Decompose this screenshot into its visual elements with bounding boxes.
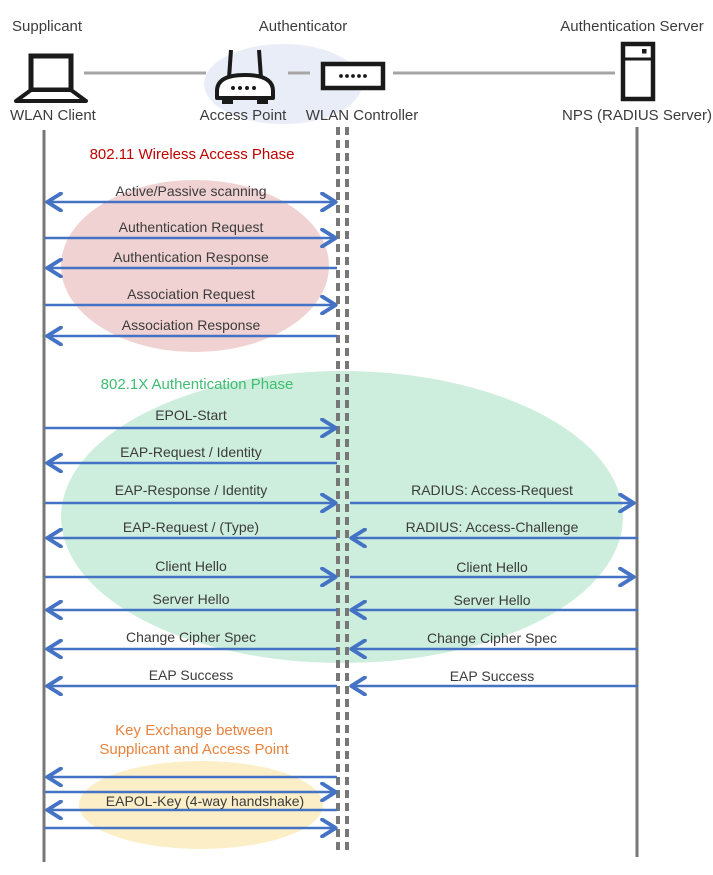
msg-server-hello-left: Server Hello [152,591,230,607]
wlan-controller-icon [323,64,383,88]
device-access-point-label: Access Point [199,107,287,124]
msg-change-cipher-spec-left: Change Cipher Spec [126,629,256,645]
phase-key-exchange-title [99,721,288,759]
msg-eap-request-type: EAP-Request / (Type) [122,519,260,535]
msg-epol-start: EPOL-Start [155,407,227,423]
device-nps-label: NPS (RADIUS Server) [561,107,713,124]
msg-authentication-response: Authentication Response [113,249,269,265]
msg-client-hello-left: Client Hello [155,558,227,574]
server-icon [623,44,653,99]
phase-8021x-ellipse [61,371,623,663]
role-auth-server-label: Authentication Server [560,18,704,35]
msg-radius-access-request: RADIUS: Access-Request [411,482,573,498]
msg-eap-success-left: EAP Success [148,667,234,683]
role-supplicant-label: Supplicant [12,18,83,35]
device-wlan-controller-label: WLAN Controller [305,107,419,124]
msg-eapol-key: EAPOL-Key (4-way handshake) [105,793,305,809]
msg-radius-access-challenge: RADIUS: Access-Challenge [405,519,579,535]
laptop-icon [16,56,86,101]
msg-change-cipher-spec-right: Change Cipher Spec [427,630,557,646]
msg-association-request: Association Request [127,286,255,302]
role-authenticator-label: Authenticator [258,18,348,35]
msg-eap-success-right: EAP Success [449,668,535,684]
phase-key-exchange-title-line1: Key Exchange between [115,722,273,739]
phase-8021x-title: 802.1X Authentication Phase [100,376,294,393]
msg-active-passive-scanning: Active/Passive scanning [115,183,267,199]
msg-server-hello-right: Server Hello [453,592,531,608]
msg-association-response: Association Response [121,317,261,333]
msg-client-hello-right: Client Hello [456,559,528,575]
msg-authentication-request: Authentication Request [118,219,264,235]
msg-eap-response-identity: EAP-Response / Identity [114,482,268,498]
phase-key-exchange-title-line2: Supplicant and Access Point [99,741,289,758]
phase-80211-title: 802.11 Wireless Access Phase [89,146,295,163]
msg-eap-request-identity: EAP-Request / Identity [120,444,262,460]
device-wlan-client-label: WLAN Client [10,107,96,124]
